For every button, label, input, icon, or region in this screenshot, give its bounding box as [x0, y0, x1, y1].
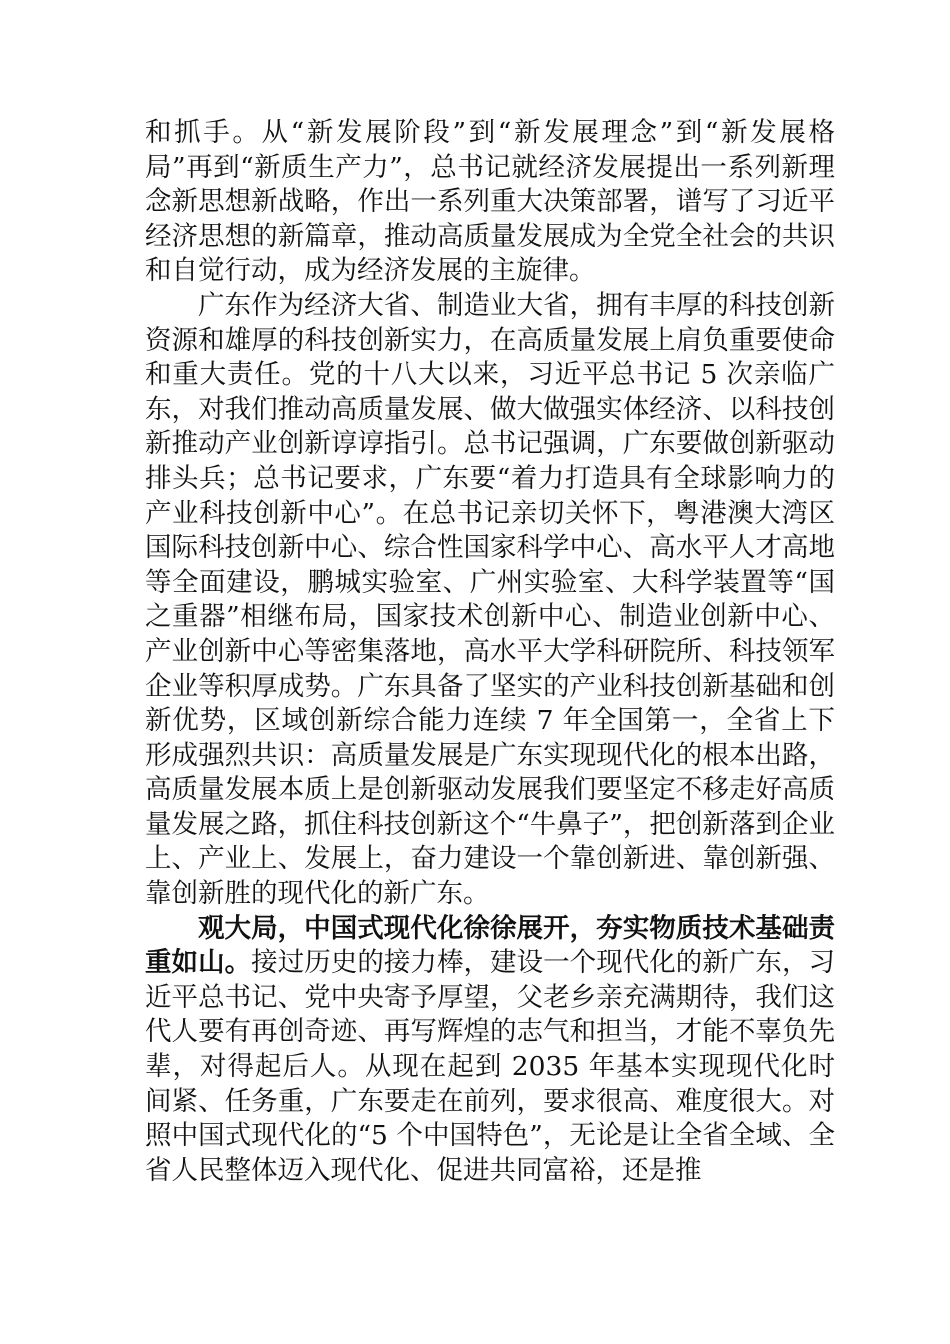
paragraph-3 [145, 912, 835, 1189]
paragraph-3-lead-heading: 观大局，中国式现代化徐徐展开，夯实物质技术基础责重如山。 [145, 912, 835, 979]
paragraph-3-text: 接过历史的接力棒，建设一个现代化的新广东，习近平总书记、党中央寄予厚望，父老乡亲充满期待，我们这代人要有再创奇迹、再写辉煌的志气和担当，才能不辜负先辈，对得起后人。从现在起到 2035 年基本实现现代化时间紧、任务重，广东要走在前列，要求很高、难度很大。对照中国式现代化的“5 个中国特色”，无论是让全省全域、全省人民整体迈入现代化、促进共同富裕，还是推 [145, 947, 836, 1186]
paragraph-1 [145, 116, 835, 289]
paragraph-2-text: 广东作为经济大省、制造业大省，拥有丰厚的科技创新资源和雄厚的科技创新实力，在高质量发展上肩负重要使命和重大责任。党的十八大以来，习近平总书记 5 次亲临广东，对我们推动高质量发展、做大做强实体经济、以科技创新推动产业创新谆谆指引。总书记强调，广东要做创新驱动排头兵；总书记要求，广东要“着力打造具有全球影响力的产业科技创新中心”。在总书记亲切关怀下，粤港澳大湾区国际科技创新中心、综合性国家科学中心、高水平人才高地等全面建设，鹏城实验室、广州实验室、大科学装置等“国之重器”相继布局，国家技术创新中心、制造业创新中心、产业创新中心等密集落地，高水平大学科研院所、科技领军企业等积厚成势。广东具备了坚实的产业科技创新基础和创新优势，区域创新综合能力连续 7 年全国第一，全省上下形成强烈共识：高质量发展是广东实现现代化的根本出路，高质量发展本质上是创新驱动发展我们要坚定不移走好高质量发展之路，抓住科技创新这个“牛鼻子”，把创新落到企业上、产业上、发展上，奋力建设一个靠创新进、靠创新强、靠创新胜的现代化的新广东。 [145, 289, 835, 910]
paragraph-1-text: 和抓手。从“新发展阶段”到“新发展理念”到“新发展格局”再到“新质生产力”，总书记就经济发展提出一系列新理念新思想新战略，作出一系列重大决策部署，谱写了习近平经济思想的新篇章，推动高质量发展成为全党全社会的共识和自觉行动，成为经济发展的主旋律。 [145, 117, 835, 287]
body-text [145, 116, 835, 1188]
paragraph-2 [145, 289, 835, 912]
